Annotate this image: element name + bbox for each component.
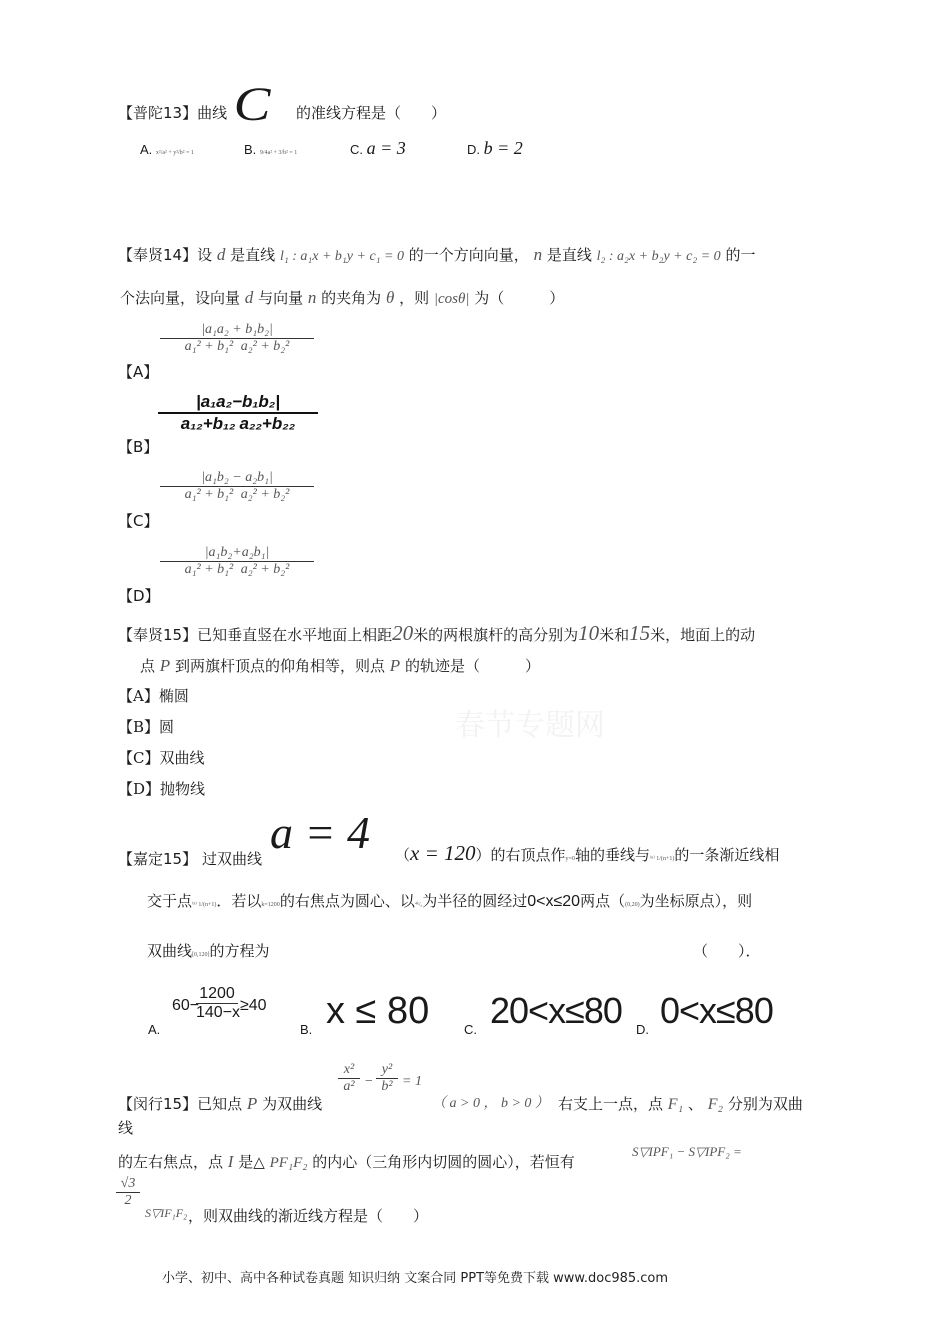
watermark: 春节专题网: [455, 708, 605, 743]
q14-option-d-label: 【D】: [118, 587, 160, 605]
q14-tag: 【奉贤14】: [118, 246, 198, 264]
q13-stem-after: 的准线方程是（ ）: [296, 104, 447, 122]
q14-line-l2: l₂ : a₂x + b₂y + c₂ = 0: [596, 249, 721, 264]
q15b-line3: 双曲线[0,120]的方程为: [147, 942, 270, 960]
q14-option-a-fraction: |a₁a₂ + b₁b₂| a₁² + b₁² a₂² + b₂²: [160, 322, 314, 355]
q15a-line2: 点 P 到两旗杆顶点的仰角相等，则点 P 的轨迹是（ ）: [140, 656, 540, 675]
q15c-minus: −: [364, 1074, 374, 1089]
q13-curve-symbol: C: [233, 78, 271, 131]
q14-line-l1: l₁ : a₁x + b₁y + c₁ = 0: [279, 249, 404, 264]
q13-option-b-expr: 9/4a² + 3/b² = 1: [259, 150, 298, 156]
q15c-line3: 的左右焦点，点 I 是△ PF₁F₂ 的内心（三角形内切圆的圆心），若恒有: [118, 1152, 575, 1171]
q15a-line1: 【奉贤15】已知垂直竖在水平地面上相距20米的两根旗杆的高分别为10米和15米，地面上的动: [118, 621, 756, 645]
q14-cos-theta: |cosθ|: [433, 291, 470, 307]
q15b-option-d-expr: 0<x≤80: [660, 990, 773, 1031]
q13-option-d-expr: b = 2: [483, 138, 523, 158]
q13-option-c: C. a = 3: [350, 138, 406, 158]
q15b-tag: 【嘉定15】: [118, 850, 198, 868]
q15c-frac-x: x² a²: [338, 1062, 360, 1095]
q14-option-d-fraction: |a₁b₂+a₂b₁| a₁² + b₁² a₂² + b₂²: [160, 545, 314, 578]
q13-option-c-expr: a = 3: [366, 138, 406, 158]
q15c-line1: 【闵行15】已知点 P 为双曲线: [118, 1094, 323, 1113]
q15b-option-c-expr: 20<x≤80: [490, 990, 622, 1031]
q15c-area-total: S▽IF₁F₂: [145, 1206, 188, 1220]
q15c-line4-text: ，则双曲线的渐近线方程是（ ）: [188, 1207, 429, 1225]
q15b-option-b-label: B.: [300, 1022, 313, 1037]
q15c-line2: 线: [118, 1119, 134, 1137]
q13-option-b: B. 9/4a² + 3/b² = 1: [244, 142, 298, 157]
q15a-option-c: 【C】双曲线: [118, 749, 205, 767]
q14-option-b-label: 【B】: [118, 438, 159, 456]
q13-option-a: A. x²/a² + y²/b² = 1: [140, 142, 194, 157]
q13-tag: 【普陀13】: [118, 104, 198, 122]
q14-line2: 个法向量，设向量 d 与向量 n 的夹角为 θ ，则 |cosθ| 为（ ）: [120, 288, 565, 307]
q15a-option-d: 【D】抛物线: [118, 780, 206, 798]
q15b-option-c-label: C.: [464, 1022, 477, 1037]
q15c-condition: （ a > 0 ， b > 0 ）: [432, 1096, 549, 1111]
q14-line1: 【奉贤14】设 d 是直线 l₁ : a₁x + b₁y + c₁ = 0 的一个方向向量， n 是直线 l₂ : a₂x + b₂y + c₂ = 0 的一: [118, 245, 756, 264]
q13-line: [118, 103, 227, 123]
q15b-line1-text1: 过双曲线: [202, 850, 263, 868]
q13-stem: 曲线: [197, 104, 228, 122]
q15b-answer-blank: （ ）．: [693, 942, 761, 960]
q15c-frac-y: y² b²: [376, 1062, 398, 1095]
q15b-option-d-label: D.: [636, 1022, 649, 1037]
q15c-area-expr: S▽IPF₁ − S▽IPF₂ =: [632, 1144, 742, 1159]
q13-option-d: D. b = 2: [467, 138, 523, 158]
q15a-tag: 【奉贤15】: [118, 626, 198, 644]
q15b-line2: 交于点⁽ⁿ⁾ 1/(n+1)．若以k=1200的右焦点为圆心、以⁴ᵏ/ₓ为半径的圆经过0<x≤20两点（(0,20)为坐标原点），则: [147, 892, 753, 910]
q15c-line1-rest: 右支上一点，点 F₁ 、 F₂ 分别为双曲: [558, 1095, 803, 1113]
page-footer: 小学、初中、高中各种试卷真题 知识归纳 文案合同 PPT等免费下载 www.doc985.com: [162, 1271, 669, 1286]
q15b-option-b-expr: x ≤ 80: [326, 990, 430, 1032]
q14-option-c-fraction: |a₁b₂ − a₂b₁| a₁² + b₁² a₂² + b₂²: [160, 470, 314, 503]
q15b-big-expr: a = 4: [270, 807, 371, 858]
q14-option-a-label: 【A】: [118, 363, 159, 381]
q14-option-c-label: 【C】: [118, 512, 159, 530]
q15c-equals-one: = 1: [402, 1074, 422, 1089]
q15c-tag: 【闵行15】: [118, 1095, 198, 1113]
q15b-option-a-tail: ≥40: [240, 997, 267, 1014]
q15b-line1-rest: （x = 120）的右顶点作y=0轴的垂线与⁽ⁿ⁾ 1/(n+1)的一条渐近线相: [395, 841, 780, 865]
q15a-option-b: 【B】圆: [118, 718, 175, 736]
q15b-option-a-label: A.: [148, 1022, 161, 1037]
q15b-option-a-lead: 60−: [172, 997, 200, 1014]
q14-option-b-fraction: |a₁a₂−b₁b₂| a₁₂+b₁₂ a₂₂+b₂₂: [158, 392, 318, 434]
q13-option-a-expr: x²/a² + y²/b² = 1: [155, 150, 194, 156]
q15c-sqrt3-over-2: √3 2: [116, 1176, 140, 1209]
q15b-option-a-fraction: 1200 140−x: [196, 985, 241, 1021]
q15a-option-a: 【A】椭圆: [118, 687, 189, 705]
